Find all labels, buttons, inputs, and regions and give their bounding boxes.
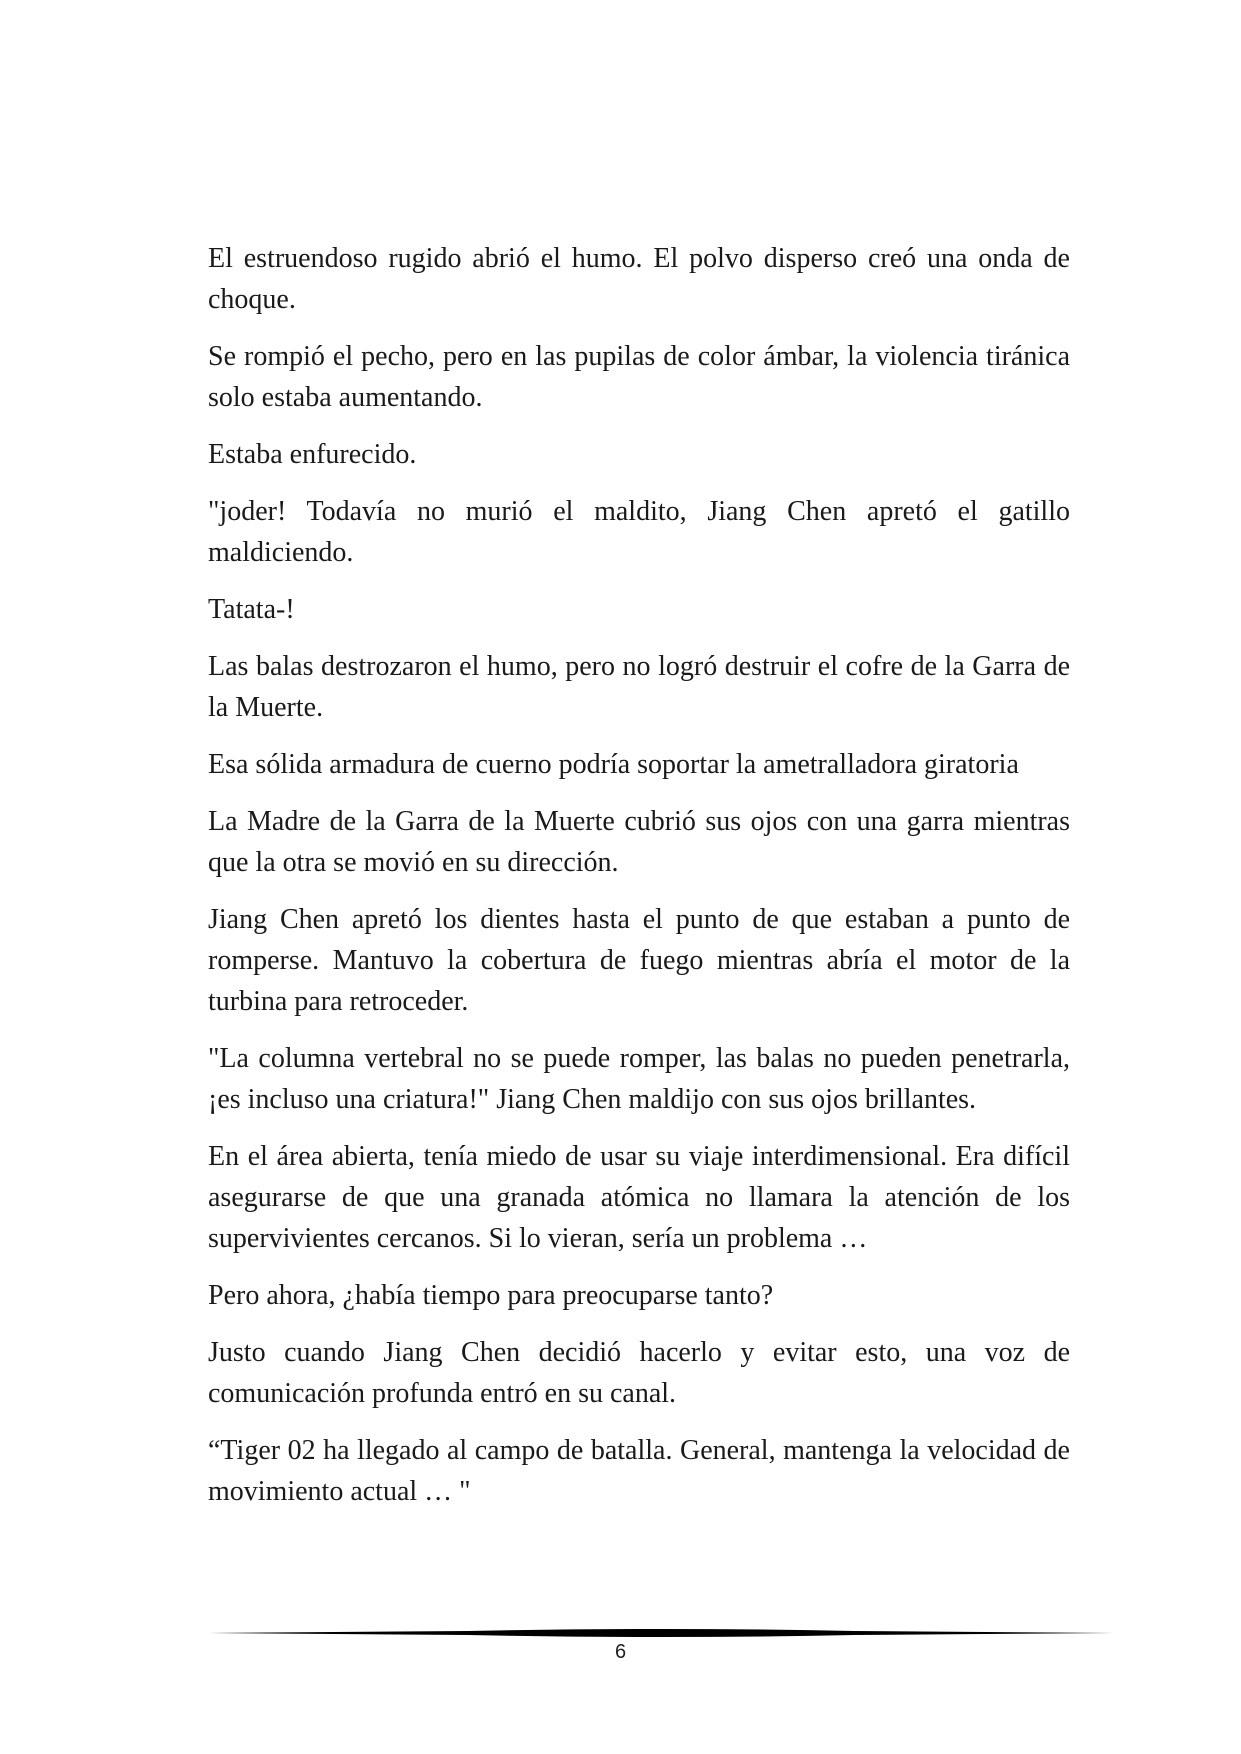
paragraph: Se rompió el pecho, pero en las pupilas de color ámbar, la violencia tiránica solo estaba aumentando. [208,341,1070,413]
footer-divider [208,1626,1114,1640]
paragraph: “Tiger 02 ha llegado al campo de batalla. General, mantenga la velocidad de movimiento actual … " [208,1435,1070,1507]
paragraph: Estaba enfurecido. [208,439,417,470]
paragraph: La Madre de la Garra de la Muerte cubrió sus ojos con una garra mientras que la otra se movió en su dirección. [208,806,1070,878]
paragraph: Justo cuando Jiang Chen decidió hacerlo y evitar esto, una voz de comunicación profunda entró en su canal. [208,1337,1070,1409]
paragraph: Esa sólida armadura de cuerno podría soportar la ametralladora giratoria [208,749,1019,780]
paragraph: "La columna vertebral no se puede romper, las balas no pueden penetrarla, ¡es incluso una criatura!" Jiang Chen maldijo con sus ojos brillantes. [208,1043,1070,1115]
paragraph: El estruendoso rugido abrió el humo. El polvo disperso creó una onda de choque. [208,243,1070,315]
body-text [208,238,1070,1528]
page-number: 6 [614,1641,627,1663]
paragraph: Las balas destrozaron el humo, pero no logró destruir el cofre de la Garra de la Muerte. [208,651,1070,723]
paragraph: En el área abierta, tenía miedo de usar su viaje interdimensional. Era difícil asegurarse de que una granada atómica no llamara la atención de los supervivientes cercanos. Si lo vieran, sería un problema … [208,1141,1070,1254]
paragraph: "joder! Todavía no murió el maldito, Jiang Chen apretó el gatillo maldiciendo. [208,496,1070,568]
paragraph: Pero ahora, ¿había tiempo para preocuparse tanto? [208,1280,774,1311]
paragraph: Jiang Chen apretó los dientes hasta el punto de que estaban a punto de romperse. Mantuvo la cobertura de fuego mientras abría el motor de la turbina para retroceder. [208,904,1070,1017]
paragraph: Tatata-! [208,594,295,625]
